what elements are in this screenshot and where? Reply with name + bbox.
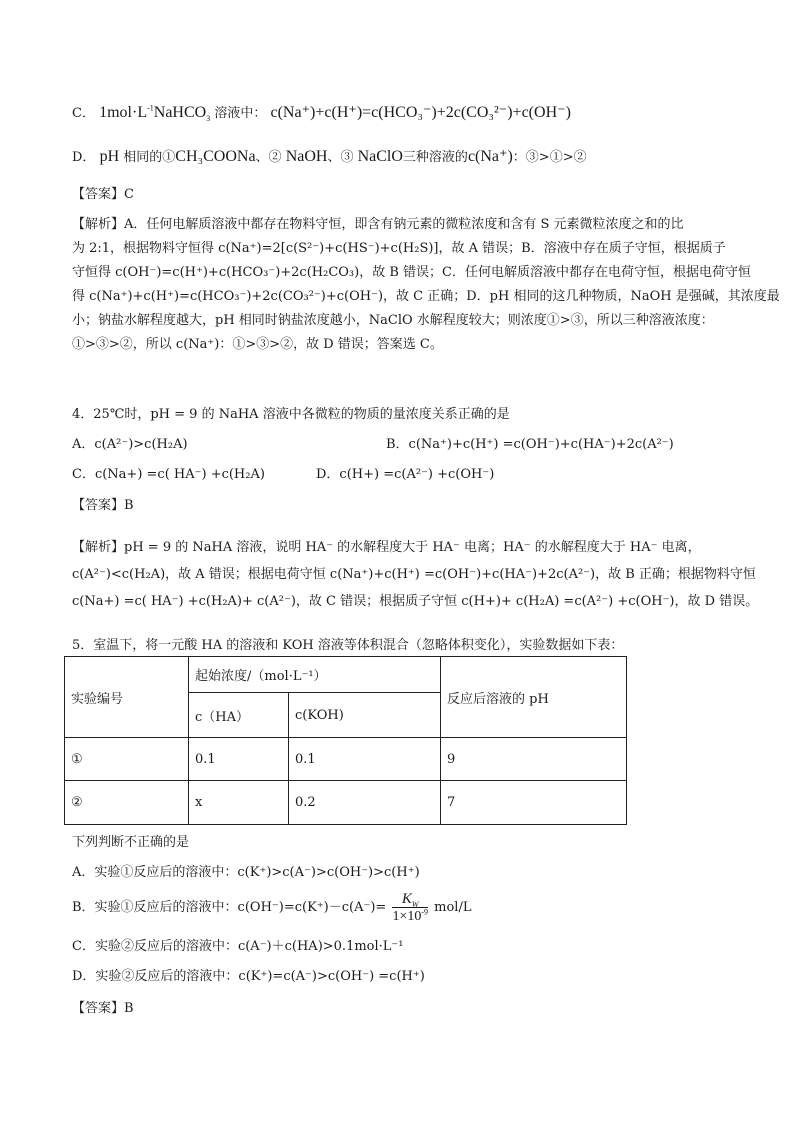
q3-option-d xyxy=(72,148,587,167)
q3-option-d-text2: 、② xyxy=(255,150,286,165)
q4-option-b: B．c(Na⁺)+c(H⁺) =c(OH⁻)+c(HA⁻)+2c(A²⁻) xyxy=(386,437,674,452)
q4-options-row2 xyxy=(72,466,722,484)
table-row xyxy=(65,781,627,825)
kw-numerator: $K_W$ xyxy=(392,891,428,908)
table-header-ph: 反应后溶液的 pH xyxy=(441,657,627,738)
analysis-line: 为 2:1，根据物料守恒得 c(Na⁺)=2[c(S²⁻)+c(HS⁻)+c(H₂S)]，故 A 错误；B．溶液中存在质子守恒，根据质子 xyxy=(72,241,726,256)
q5-option-b xyxy=(72,888,471,928)
table-cell-ph: 7 xyxy=(441,781,627,825)
q3-option-c xyxy=(72,104,571,123)
q5-option-b-unit: mol/L xyxy=(434,900,472,915)
q5-answer: 【答案】B xyxy=(72,1001,134,1016)
q3-option-c-label: C． xyxy=(72,106,95,121)
q5-option-a: A．实验①反应后的溶液中：c(K⁺)>c(A⁻)>c(OH⁻)>c(H⁺) xyxy=(72,865,420,880)
analysis-line: 小；钠盐水解程度越大，pH 相同时钠盐浓度越小，NaClO 水解程度较大；则浓度①>③，所以三种溶液浓度： xyxy=(72,313,714,328)
table-cell-id: ② xyxy=(65,781,189,825)
q3-option-d-ph: pH xyxy=(99,148,120,165)
q3-option-d-text5: ：③>①>② xyxy=(512,150,587,165)
q3-option-d-text1: 相同的① xyxy=(123,150,176,165)
analysis-line: 【解析】pH = 9 的 NaHA 溶液，说明 HA⁻ 的水解程度大于 HA⁻ 电离；HA⁻ 的水解程度大于 HA⁻ 电离， xyxy=(72,540,701,555)
q4-answer: 【答案】B xyxy=(72,498,134,513)
q3-option-d-equation: c(Na⁺) xyxy=(467,148,513,165)
q3-option-d-species2: NaOH xyxy=(285,148,328,165)
experiment-table xyxy=(64,656,627,825)
q3-option-d-text4: 三种溶液的 xyxy=(402,150,468,165)
q5-option-c: C．实验②反应后的溶液中：c(A⁻)＋c(HA)>0.1mol·L⁻¹ xyxy=(72,939,404,954)
table-cell-ha: x xyxy=(189,781,289,825)
q4-option-d: D．c(H+) =c(A²⁻) +c(OH⁻) xyxy=(316,467,495,482)
table-header-c-ha: c（HA） xyxy=(189,693,289,738)
q3-option-c-equation: c(Na⁺)+c(H⁺)=c(HCO₃⁻)+2c(CO₃²⁻)+c(OH⁻) xyxy=(270,104,571,121)
q3-option-d-label: D． xyxy=(72,150,96,165)
q3-analysis xyxy=(72,213,780,357)
q4-analysis xyxy=(72,534,759,615)
q4-stem: 4．25℃时，pH = 9 的 NaHA 溶液中各微粒的物质的量浓度关系正确的是 xyxy=(72,407,510,422)
q4-options-row1 xyxy=(72,436,722,454)
table-cell-koh: 0.2 xyxy=(289,781,441,825)
q5-option-b-prefix: B．实验①反应后的溶液中：c(OH⁻)=c(K⁺)－c(A⁻)= xyxy=(72,900,387,915)
q3-option-d-species3: NaClO xyxy=(357,148,403,165)
kw-denominator: $1\times 10^{-9}$ xyxy=(392,906,429,924)
kw-fraction xyxy=(392,891,428,925)
analysis-line: 守恒得 c(OH⁻)=c(H⁺)+c(HCO₃⁻)+2c(H₂CO₃)，故 B 错误；C．任何电解质溶液中都存在电荷守恒，根据电荷守恒 xyxy=(72,265,751,280)
q3-option-c-concentration: $1mol\cdot L^{-1}NaHCO_3$ xyxy=(99,103,211,124)
table-header-c-koh: c(KOH) xyxy=(289,693,441,738)
table-cell-ha: 0.1 xyxy=(189,738,289,781)
table-header-exp-id: 实验编号 xyxy=(65,657,189,738)
q5-option-d: D．实验②反应后的溶液中：c(K⁺)=c(A⁻)>c(OH⁻) =c(H⁺) xyxy=(72,969,425,984)
table-cell-ph: 9 xyxy=(441,738,627,781)
analysis-line: ①>③>②，所以 c(Na⁺)：①>③>②，故 D 错误；答案选 C。 xyxy=(72,337,443,352)
q3-option-c-text: 溶液中： xyxy=(214,106,267,121)
table-row xyxy=(65,738,627,781)
q5-stem: 5．室温下，将一元酸 HA 的溶液和 KOH 溶液等体积混合（忽略体积变化），实验数据如下表： xyxy=(72,638,624,653)
analysis-line: c(A²⁻)<c(H₂A)，故 A 错误；根据电荷守恒 c(Na⁺)+c(H⁺) =c(OH⁻)+c(HA⁻)+2c(A²⁻)，故 B 正确；根据物料守恒 xyxy=(72,567,756,582)
q4-option-c: C．c(Na+) =c( HA⁻) +c(H₂A) xyxy=(72,467,265,482)
q3-answer: 【答案】C xyxy=(72,187,134,202)
q5-question: 下列判断不正确的是 xyxy=(72,835,190,850)
analysis-line: 得 c(Na⁺)+c(H⁺)=c(HCO₃⁻)+2c(CO₃²⁻)+c(OH⁻)，故 C 正确；D．pH 相同的这几种物质，NaOH 是强碱，其浓度最 xyxy=(72,289,780,304)
analysis-line: 【解析】A．任何电解质溶液中都存在物料守恒，即含有钠元素的微粒浓度和含有 S 元素微粒浓度之和的比 xyxy=(72,217,684,232)
table-header-concentration: 起始浓度/（mol·L⁻¹） xyxy=(189,657,441,693)
table-cell-id: ① xyxy=(65,738,189,781)
q3-option-d-text3: 、③ xyxy=(327,150,358,165)
analysis-line: c(Na+) =c( HA⁻) +c(H₂A)+ c(A²⁻)，故 C 错误；根据质子守恒 c(H+)+ c(H₂A) =c(A²⁻) +c(OH⁻)，故 D 错误。 xyxy=(72,594,759,609)
table-cell-koh: 0.1 xyxy=(289,738,441,781)
q4-option-a: A．c(A²⁻)>c(H₂A) xyxy=(72,437,188,452)
q3-option-d-species1: CH₃COONa xyxy=(175,148,256,165)
